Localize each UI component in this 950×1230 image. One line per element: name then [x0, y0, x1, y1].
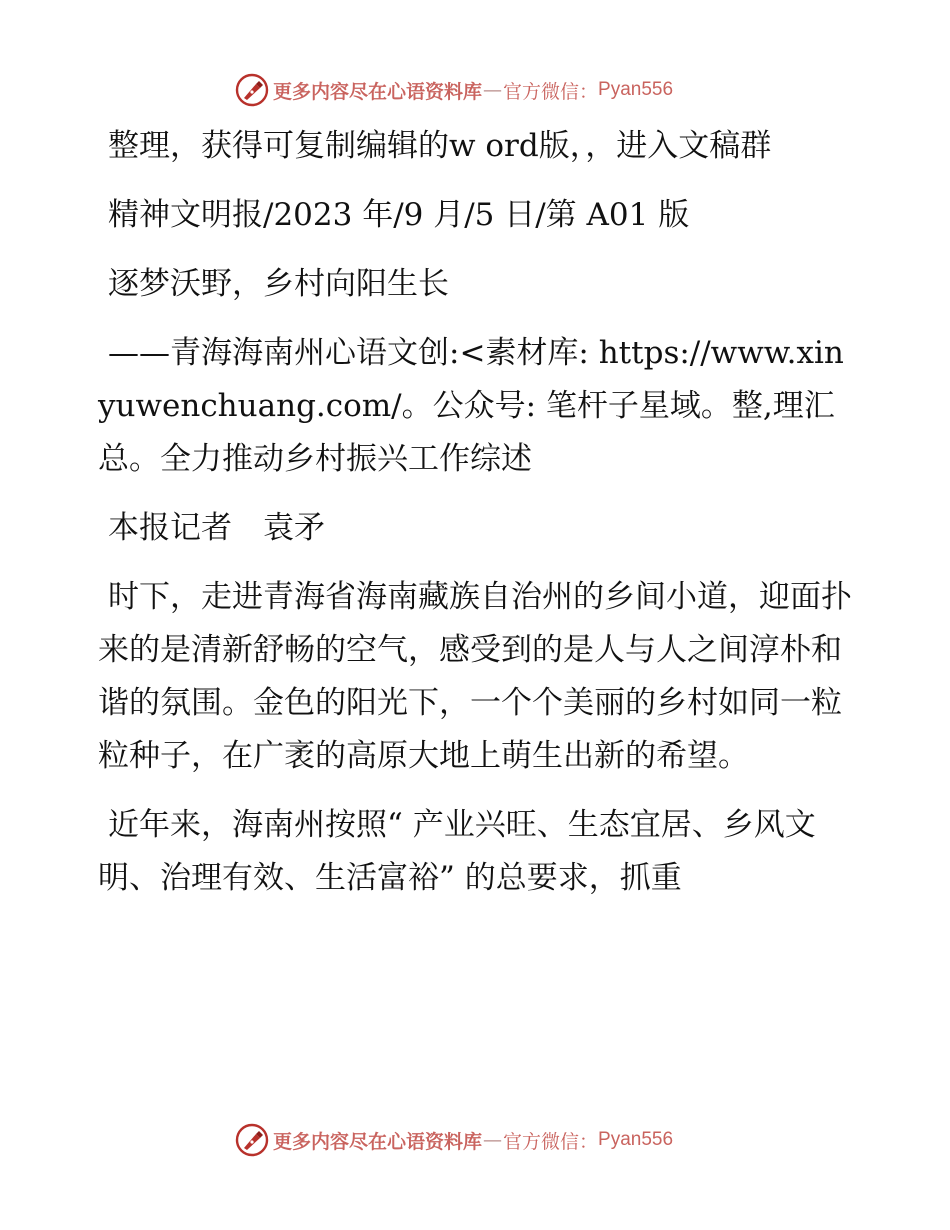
banner-official-label: 官方微信： [503, 1130, 599, 1153]
paragraph-note: 整理，获得可复制编辑的w ord版，，进入文稿群 [108, 128, 772, 164]
paragraph-byline: 本报记者 袁矛 [108, 510, 325, 546]
document-body [98, 120, 858, 921]
banner-wechat-id: Pyan556 [598, 1129, 674, 1150]
banner-main-text: 更多内容尽在心语资料库 [273, 1130, 483, 1153]
paragraph-body: 近年来，海南州按照“ 产业兴旺、生态宜居、乡风文明、治理有效、生活富裕” 的总要求，抓重 [98, 807, 816, 896]
banner-main-text: 更多内容尽在心语资料库 [273, 80, 483, 103]
paragraph-source: 精神文明报/2023 年/9 月/5 日/第 A01 版 [108, 197, 690, 233]
banner-dash: — [483, 79, 503, 101]
pen-nib-logo-icon [235, 1123, 269, 1157]
banner-official-label: 官方微信： [503, 80, 599, 103]
paragraph-subheadline: ——青海海南州心语文创:<素材库: https://www.xinyuwenchuang.com/。公众号: 笔杆子星域。整,理汇总。全力推动乡村振兴工作综述 [98, 335, 844, 477]
header-watermark-banner [235, 72, 715, 108]
banner-dash: — [483, 1129, 503, 1151]
paragraph-body: 时下，走进青海省海南藏族自治州的乡间小道，迎面扑来的是清新舒畅的空气，感受到的是人与人之间淳朴和谐的氛围。金色的阳光下，一个个美丽的乡村如同一粒粒种子，在广袤的高原大地上萌生出新的希望。 [98, 579, 852, 774]
pen-nib-logo-icon [235, 73, 269, 107]
footer-watermark-banner [235, 1122, 715, 1158]
banner-wechat-id: Pyan556 [598, 79, 674, 100]
paragraph-headline: 逐梦沃野，乡村向阳生长 [108, 266, 449, 302]
